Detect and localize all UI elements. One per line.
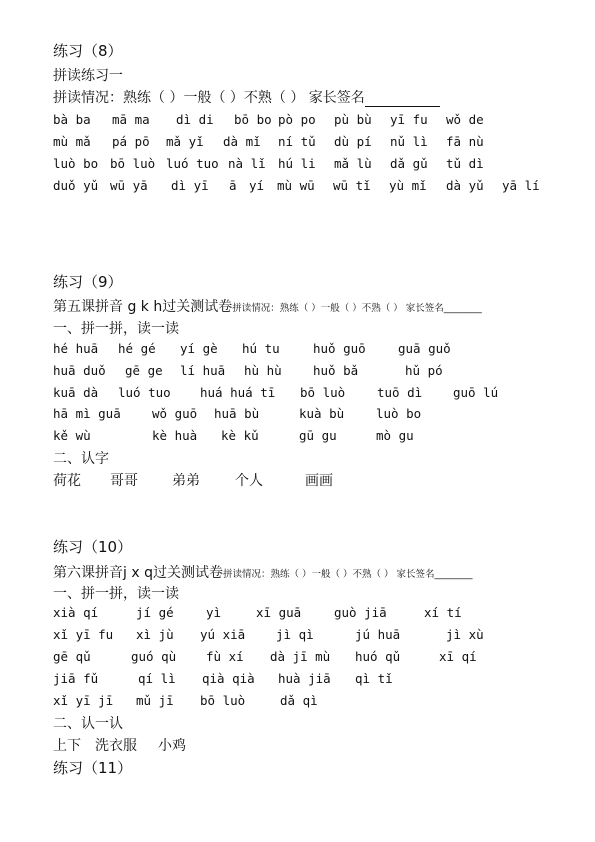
pinyin: luò bo [53,156,99,171]
exercise-9-title: 练习（9） [53,273,123,291]
pinyin: luò bo [376,406,422,421]
pinyin: yí gè [180,341,218,356]
pinyin: mǎ lù [334,156,372,171]
pinyin: mò gu [376,428,414,443]
pinyin: hú li [278,156,316,171]
status-text: 拼读情况：熟练（ ）一般（ ）不熟（ ） 家长签名 [53,90,365,106]
pinyin: huǒ bǎ [313,363,359,378]
exercise-10-heading: 第六课拼音j x q过关测试卷 [53,565,223,581]
pinyin: pò po [278,112,316,127]
exercise-10-section-1: 一、拼一拼，读一读 [53,586,179,602]
pinyin: gē ge [125,363,163,378]
pinyin: dù pí [334,134,372,149]
pinyin: kě wù [53,428,91,443]
pinyin: dǎ qì [280,693,318,708]
chinese-chars: 画画 [305,473,333,489]
pinyin: jí gé [136,605,174,620]
pinyin: xī qí [439,649,477,664]
pinyin: yú xiā [200,627,246,642]
pinyin: guò jiā [334,605,387,620]
pinyin: qià qià [202,671,255,686]
pinyin: tuō dì [377,385,423,400]
exercise-9-status: 拼读情况：熟练（ ）一般（ ）不熟（ ） 家长签名________ [232,303,482,314]
exercise-9-heading-row [53,296,482,316]
pinyin: bà ba [53,112,91,127]
pinyin: wū tǐ [333,178,371,193]
pinyin: xī guā [256,605,302,620]
chinese-chars: 弟弟 [172,473,200,489]
pinyin: guō lú [453,385,499,400]
pinyin: mā ma [112,112,150,127]
pinyin: wǒ guō [152,406,198,421]
pinyin: huá huá tī [200,385,276,400]
pinyin: gū gu [299,428,337,443]
pinyin: luó tuo [166,156,219,171]
pinyin: yí [249,178,265,193]
pinyin: bō luò [110,156,156,171]
pinyin: luó tuo [118,385,171,400]
exercise-8-title: 练习（8） [53,42,123,60]
pinyin: jì qì [276,627,314,642]
pinyin: hé huā [53,341,99,356]
pinyin: bō bo [234,112,272,127]
pinyin: mǔ jī [136,693,174,708]
pinyin: kè kǔ [221,428,259,443]
pinyin: qí lì [138,671,176,686]
pinyin: hé gé [118,341,156,356]
pinyin: dì di [176,112,214,127]
pinyin: xǐ yī fu [53,627,114,642]
pinyin: dà jī mù [270,649,331,664]
chinese-chars: 上下 [53,738,81,754]
exercise-11-title: 练习（11） [53,759,133,777]
pinyin: lí huā [180,363,226,378]
pinyin: bō luò [200,693,246,708]
pinyin: xí tí [424,605,462,620]
signature-line [365,92,440,107]
pinyin: duǒ yǔ [53,178,99,193]
pinyin: xì jù [136,627,174,642]
chinese-chars: 小鸡 [158,738,186,754]
pinyin: hā mì guā [53,406,121,421]
pinyin: kuā dà [53,385,99,400]
pinyin: huó qǔ [355,649,401,664]
pinyin: mù wū [277,178,315,193]
exercise-8-subtitle: 拼读练习一 [53,68,123,84]
exercise-9-section-1: 一、拼一拼，读一读 [53,321,179,337]
pinyin: dà yǔ [446,178,484,193]
pinyin: xǐ yī jī [53,693,114,708]
pinyin: huà jiā [278,671,331,686]
pinyin: dì yī [171,178,209,193]
pinyin: dǎ gǔ [390,156,428,171]
pinyin: huā bù [214,406,260,421]
pinyin: yā lí [502,178,540,193]
pinyin: ní tǔ [278,134,316,149]
pinyin: yī fu [390,112,428,127]
exercise-10-heading-row [53,562,473,582]
pinyin: pá pō [112,134,150,149]
exercise-10-title: 练习（10） [53,538,133,556]
exercise-10-section-2: 二、认一认 [53,716,123,732]
pinyin: nà lǐ [228,156,266,171]
pinyin: mǎ yǐ [166,134,204,149]
pinyin: hú tu [242,341,280,356]
pinyin: hù hù [244,363,282,378]
chinese-chars: 个人 [235,473,263,489]
pinyin: yù mǐ [389,178,427,193]
exercise-9-section-2: 二、认字 [53,451,109,467]
chinese-chars: 洗衣服 [95,738,137,754]
pinyin: fù xí [206,649,244,664]
exercise-8-status [53,87,440,107]
pinyin: guó qù [131,649,177,664]
pinyin: kuà bù [299,406,345,421]
chinese-chars: 哥哥 [110,473,138,489]
exercise-9-heading: 第五课拼音 g k h过关测试卷 [53,299,233,315]
pinyin: wǒ de [446,112,484,127]
pinyin: ā [229,178,237,193]
pinyin: yì [206,605,222,620]
pinyin: xià qí [53,605,99,620]
pinyin: jì xù [446,627,484,642]
pinyin: jú huā [355,627,401,642]
pinyin: bō luò [300,385,346,400]
pinyin: fā nù [446,134,484,149]
pinyin: jiā fǔ [53,671,99,686]
pinyin: hǔ pó [405,363,443,378]
exercise-10-status: 拼读情况：熟练（ ）一般（ ）不熟（ ） 家长签名________ [222,569,473,580]
pinyin: huā duǒ [53,363,106,378]
pinyin: qì tǐ [355,671,393,686]
pinyin: wū yā [110,178,148,193]
pinyin: mù mǎ [53,134,91,149]
pinyin: gē qǔ [53,649,91,664]
pinyin: huǒ guō [313,341,366,356]
pinyin: kè huà [152,428,198,443]
pinyin: nǔ lì [390,134,428,149]
pinyin: guā guǒ [398,341,451,356]
pinyin: pù bù [334,112,372,127]
chinese-chars: 荷花 [53,473,81,489]
pinyin: tǔ dì [446,156,484,171]
pinyin: dà mǐ [223,134,261,149]
